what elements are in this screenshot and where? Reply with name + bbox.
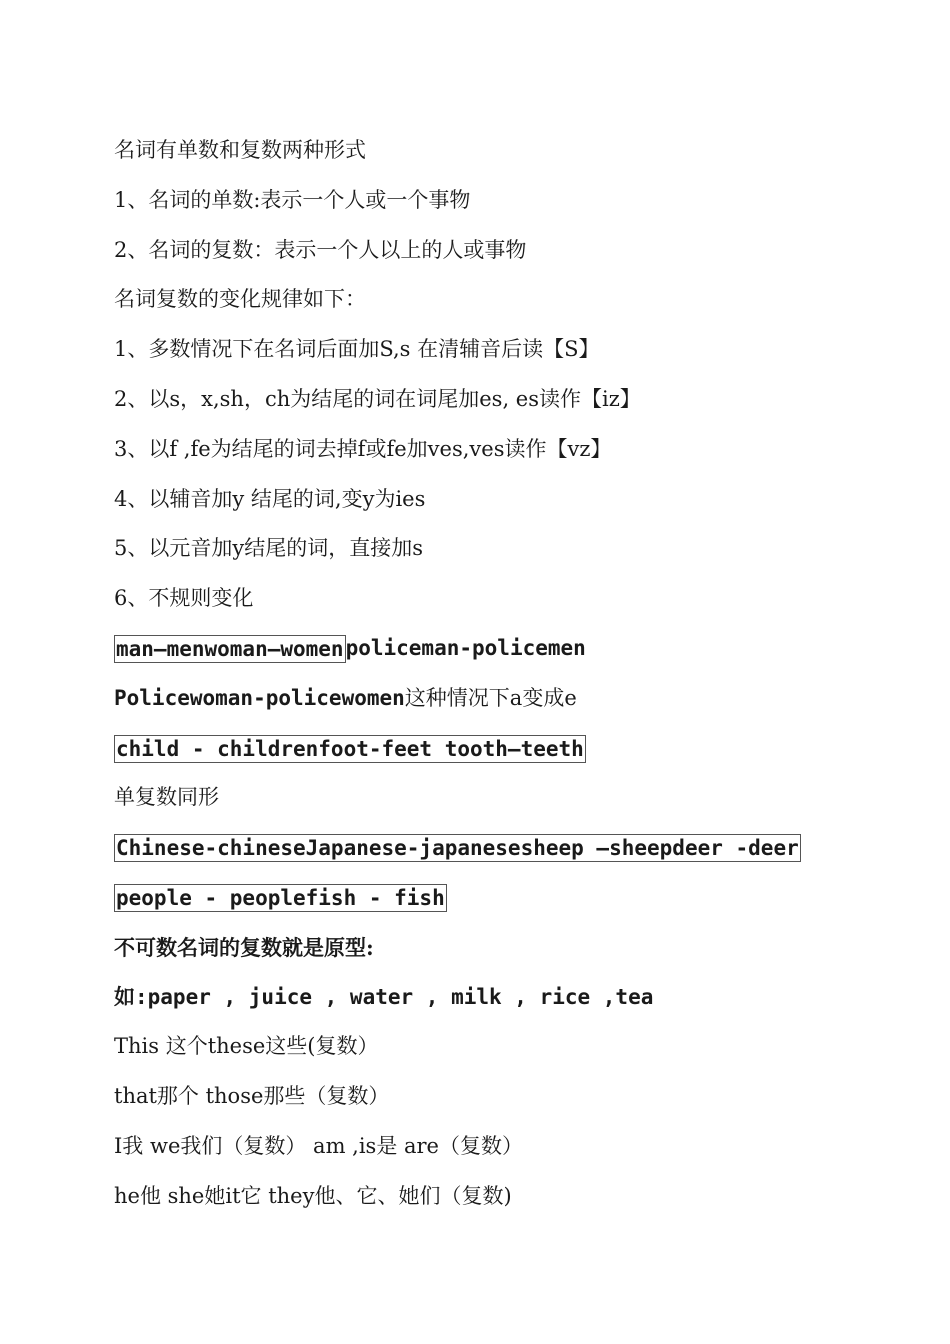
- irregular-rest-1: policeman-policemen: [345, 635, 586, 660]
- plural-rule-2: 2、以s，x,sh，ch为结尾的词在词尾加es, es读作【iz】: [114, 386, 641, 411]
- plural-rule-5: 5、以元音加y结尾的词，直接加s: [114, 536, 424, 561]
- intro-heading: 名词有单数和复数两种形式: [114, 138, 366, 162]
- same-form-boxed-2: people - peoplefish - fish: [116, 885, 445, 910]
- irregular-boxed-3: child - childrenfoot-feet tooth—teeth: [116, 736, 584, 761]
- pair-this-these: This 这个these这些(复数）: [114, 1034, 379, 1059]
- irregular-boxed-1: man—menwoman—women: [116, 636, 344, 661]
- same-form-heading: 单复数同形: [114, 785, 219, 810]
- plural-rule-4: 4、以辅音加y 结尾的词,变y为ies: [114, 486, 426, 511]
- uncountable-examples: 如:paper , juice , water , milk , rice ,tea: [114, 984, 654, 1009]
- plural-rules-heading: 名词复数的变化规律如下：: [114, 287, 366, 312]
- irregular-line-3: [114, 724, 914, 774]
- irregular-en-2: Policewoman-policewomen: [114, 685, 405, 710]
- irregular-zh-2: 这种情况下a变成e: [404, 685, 577, 710]
- irregular-line-1: [114, 624, 914, 674]
- irregular-line-2: [114, 674, 914, 724]
- pair-he-she-it: he他 she她it它 they他、它、她们（复数): [114, 1183, 512, 1208]
- plural-rule-1: 1、多数情况下在名词后面加S,s 在清辅音后读【S】: [114, 337, 600, 362]
- uncountable-heading: 不可数名词的复数就是原型:: [114, 934, 374, 960]
- plural-rule-3: 3、以f ,fe为结尾的词去掉f或fe加ves,ves读作【vz】: [114, 436, 612, 461]
- document-body: [114, 126, 914, 1222]
- plural-rule-6: 6、不规则变化: [114, 586, 254, 611]
- rule-singular: 1、名词的单数:表示一个人或一个事物: [114, 187, 471, 212]
- same-form-line-2: [114, 873, 914, 923]
- pair-i-we: I我 we我们（复数） am ,is是 are（复数）: [114, 1133, 523, 1158]
- same-form-boxed-1: Chinese-chineseJapanese-japanesesheep —sheepdeer -deer: [116, 836, 799, 861]
- same-form-line-1: [114, 823, 914, 873]
- rule-plural: 2、名词的复数：表示一个人以上的人或事物: [114, 237, 527, 262]
- pair-that-those: that那个 those那些（复数）: [114, 1084, 390, 1109]
